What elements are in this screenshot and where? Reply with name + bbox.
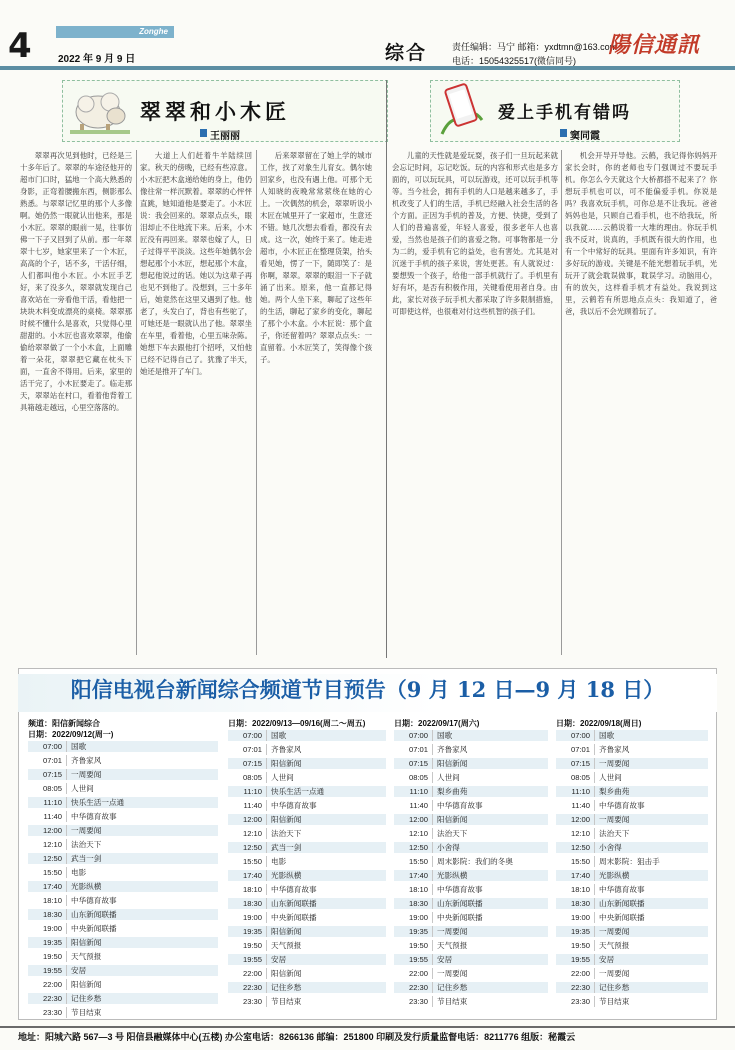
schedule-row bbox=[556, 940, 708, 951]
schedule-time: 08:05 bbox=[228, 772, 267, 783]
author-marker bbox=[560, 129, 567, 137]
schedule-row bbox=[28, 937, 218, 948]
column-divider bbox=[256, 150, 257, 655]
schedule-time: 18:10 bbox=[228, 884, 267, 895]
schedule-row bbox=[228, 968, 386, 979]
schedule-program: 中华德育故事 bbox=[437, 801, 483, 810]
schedule-program: 阳信新闻 bbox=[71, 980, 102, 989]
schedule-time: 17:40 bbox=[394, 870, 433, 881]
schedule-time: 19:50 bbox=[28, 951, 67, 962]
schedule-time: 07:15 bbox=[394, 758, 433, 769]
schedule-row bbox=[394, 996, 548, 1007]
schedule-program: 电影 bbox=[271, 857, 287, 866]
schedule-time: 23:30 bbox=[394, 996, 433, 1007]
schedule-row bbox=[394, 968, 548, 979]
schedule-program: 中华德育故事 bbox=[271, 801, 317, 810]
schedule-program: 记住乡愁 bbox=[71, 994, 102, 1003]
schedule-row bbox=[394, 758, 548, 769]
schedule-time: 12:10 bbox=[228, 828, 267, 839]
schedule-time: 18:30 bbox=[394, 898, 433, 909]
schedule-time: 19:55 bbox=[394, 954, 433, 965]
schedule-row bbox=[556, 898, 708, 909]
schedule-program: 快乐生活一点通 bbox=[271, 787, 325, 796]
day-label: 日期：2022/09/18(周日) bbox=[556, 719, 642, 728]
schedule-row bbox=[556, 842, 708, 853]
schedule-program: 阳信新闻 bbox=[437, 815, 468, 824]
schedule-row bbox=[228, 884, 386, 895]
schedule-program: 山东新闻联播 bbox=[271, 899, 317, 908]
footer-info: 地址：阳城六路 567—3 号 阳信县融媒体中心(五楼) 办公室电话：8266136 邮编：251800 印刷及发行质量监督电话：8211776 组版：秘霞云 bbox=[18, 1032, 576, 1042]
schedule-time: 12:50 bbox=[228, 842, 267, 853]
schedule-program: 中华德育故事 bbox=[271, 885, 317, 894]
masthead-logo: 陽信通訊 bbox=[608, 32, 701, 58]
schedule-time: 18:30 bbox=[228, 898, 267, 909]
publish-date: 2022 年 9 月 9 日 bbox=[58, 54, 136, 65]
schedule-time: 18:10 bbox=[394, 884, 433, 895]
schedule-time: 11:40 bbox=[394, 800, 433, 811]
schedule-row bbox=[394, 898, 548, 909]
schedule-row bbox=[394, 926, 548, 937]
schedule-time: 12:00 bbox=[228, 814, 267, 825]
article-separator bbox=[386, 80, 387, 658]
schedule-row bbox=[228, 786, 386, 797]
schedule-time: 22:30 bbox=[394, 982, 433, 993]
schedule-program: 国歌 bbox=[599, 731, 615, 740]
schedule-time: 19:55 bbox=[228, 954, 267, 965]
schedule-time: 07:00 bbox=[28, 741, 67, 752]
schedule-row bbox=[556, 954, 708, 965]
schedule-time: 19:35 bbox=[228, 926, 267, 937]
schedule-time: 19:35 bbox=[28, 937, 67, 948]
schedule-row bbox=[228, 730, 386, 741]
schedule-program: 安居 bbox=[271, 955, 287, 964]
schedule-row bbox=[394, 730, 548, 741]
schedule-program: 一周要闻 bbox=[71, 770, 102, 779]
schedule-program: 一周要闻 bbox=[437, 927, 468, 936]
schedule-time: 08:05 bbox=[556, 772, 595, 783]
schedule-program: 一周要闻 bbox=[599, 927, 630, 936]
schedule-program: 光影纵横 bbox=[271, 871, 302, 880]
schedule-row bbox=[228, 814, 386, 825]
schedule-program: 阳信新闻 bbox=[271, 759, 302, 768]
schedule-program: 节目结束 bbox=[271, 997, 302, 1006]
schedule-program: 记住乡愁 bbox=[437, 983, 468, 992]
schedule-program: 中央新闻联播 bbox=[271, 913, 317, 922]
schedule-program: 人世间 bbox=[271, 773, 294, 782]
schedule-row bbox=[228, 772, 386, 783]
schedule-time: 19:00 bbox=[556, 912, 595, 923]
schedule-program: 记住乡愁 bbox=[599, 983, 630, 992]
schedule-program: 光影纵横 bbox=[599, 871, 630, 880]
schedule-program: 国歌 bbox=[271, 731, 287, 740]
paragraph: 大道上人们赶着牛羊陆续回家。秋天的傍晚，已经有些凉意。小木匠把木盒递给她的身上，他仍像往常一样沉默着。翠翠的心怦怦直跳，她知道他是要走了。小木匠说：我会回来的。翠翠点点头，眼泪却止不住地流下来。后来，小木匠没有再回来。翠翠也嫁了人，日子过得平平淡淡。这些年她偶尔会想起那个小木匠，想起那个木盒，想起他说过的话。她以为这辈子再也见不到他了。没想到，三十多年后，她竟然在这里又遇到了他。他老了，头发白了，背也有些驼了，可她还是一眼就认出了他。翠翠坐在车里，看着他，心里五味杂陈。她想下车去跟他打个招呼，又怕他已经不记得自己了。犹豫了半天，她还是推开了车门。 bbox=[140, 151, 252, 376]
schedule-row bbox=[228, 912, 386, 923]
schedule-time: 19:50 bbox=[556, 940, 595, 951]
schedule-program: 一周要闻 bbox=[599, 759, 630, 768]
schedule-time: 22:00 bbox=[394, 968, 433, 979]
schedule-row bbox=[28, 853, 218, 864]
schedule-row bbox=[556, 912, 708, 923]
schedule-program: 安居 bbox=[599, 955, 615, 964]
schedule-time: 12:10 bbox=[28, 839, 67, 850]
schedule-program: 法治天下 bbox=[437, 829, 468, 838]
section-title: 综合 bbox=[385, 42, 428, 64]
schedule-time: 07:15 bbox=[556, 758, 595, 769]
schedule-row bbox=[28, 867, 218, 878]
schedule-program: 人世间 bbox=[437, 773, 460, 782]
schedule-time: 07:01 bbox=[556, 744, 595, 755]
schedule-row bbox=[394, 954, 548, 965]
editor-info bbox=[452, 40, 617, 68]
schedule-time: 12:50 bbox=[28, 853, 67, 864]
schedule-program: 人世间 bbox=[599, 773, 622, 782]
schedule-time: 12:00 bbox=[556, 814, 595, 825]
schedule-time: 17:40 bbox=[28, 881, 67, 892]
schedule-row bbox=[28, 769, 218, 780]
schedule-row bbox=[28, 783, 218, 794]
article-left-author: 王丽丽 bbox=[210, 131, 240, 142]
tv-channel: 频道：阳信新闻综合 bbox=[28, 719, 100, 728]
schedule-time: 23:30 bbox=[556, 996, 595, 1007]
schedule-program: 阳信新闻 bbox=[271, 927, 302, 936]
schedule-time: 19:50 bbox=[394, 940, 433, 951]
schedule-program: 天气预报 bbox=[599, 941, 630, 950]
schedule-time: 08:05 bbox=[394, 772, 433, 783]
schedule-row bbox=[394, 912, 548, 923]
schedule-time: 07:00 bbox=[394, 730, 433, 741]
page-header bbox=[0, 0, 735, 72]
schedule-row bbox=[394, 814, 548, 825]
schedule-time: 12:10 bbox=[394, 828, 433, 839]
schedule-program: 山东新闻联播 bbox=[437, 899, 483, 908]
schedule-program: 中华德育故事 bbox=[599, 801, 645, 810]
paragraph: 后来翠翠留在了她上学的城市工作，找了对象生儿育女。偶尔她回家乡，也没有遇上他。可那个无人知晓的夜晚常常萦绕在她的心上。一次偶然的机会，翠翠听说小木匠在城里开了一家超市，生意还不错。她几次想去看看，都没有去成。这一次，她终于来了。她走进超市，小木匠正在整理货架，抬头看见她，愣了一下，随即笑了：是你啊，翠翠。翠翠的眼泪一下子就涌了出来。原来，他一直都记得她。两个人坐下来，聊起了这些年的生活，聊起了家乡的变化，聊起了那个小木盒。小木匠说：那个盒子，你还留着吗？翠翠点点头：一直留着。小木匠笑了，笑得像个孩子。 bbox=[260, 151, 372, 364]
schedule-time: 12:10 bbox=[556, 828, 595, 839]
schedule-row bbox=[28, 951, 218, 962]
schedule-program: 一周要闻 bbox=[599, 815, 630, 824]
article-right-title: 爱上手机有错吗 bbox=[498, 103, 631, 123]
schedule-program: 中华德育故事 bbox=[437, 885, 483, 894]
schedule-row bbox=[28, 993, 218, 1004]
schedule-row bbox=[556, 758, 708, 769]
schedule-row bbox=[28, 755, 218, 766]
schedule-row bbox=[556, 884, 708, 895]
schedule-row bbox=[228, 898, 386, 909]
schedule-time: 18:10 bbox=[28, 895, 67, 906]
schedule-program: 法治天下 bbox=[71, 840, 102, 849]
schedule-program: 记住乡愁 bbox=[271, 983, 302, 992]
schedule-row bbox=[556, 814, 708, 825]
schedule-row bbox=[556, 996, 708, 1007]
schedule-time: 07:01 bbox=[228, 744, 267, 755]
schedule-row bbox=[556, 828, 708, 839]
schedule-program: 齐鲁家风 bbox=[599, 745, 630, 754]
schedule-row bbox=[228, 800, 386, 811]
schedule-program: 国歌 bbox=[437, 731, 453, 740]
schedule-row bbox=[228, 940, 386, 951]
column-divider bbox=[561, 150, 562, 655]
schedule-program: 一周要闻 bbox=[599, 969, 630, 978]
schedule-row bbox=[28, 895, 218, 906]
schedule-time: 19:55 bbox=[556, 954, 595, 965]
schedule-time: 17:40 bbox=[228, 870, 267, 881]
schedule-time: 19:55 bbox=[28, 965, 67, 976]
schedule-time: 15:50 bbox=[28, 867, 67, 878]
paragraph: 儿童的天性就是爱玩耍，孩子们一旦玩起来就会忘记时间，忘记吃饭。玩的内容和形式也是多方面的，可以玩玩具，可以玩游戏，还可以玩手机等等。当今社会，拥有手机的人口是越来越多了，手机改变了人们的生活，手机已经融入社会生活的各个方面。正因为手机的普及，方便、快捷，受到了人们的普遍喜爱，年轻人喜爱，很多老年人也喜爱，当然也是孩子们的喜爱之物。可事物都是一分为二的，爱手机有它的益处，也有害处。尤其是对沉迷于手机的孩子来说，害处更甚。有人就说过：要想毁一个孩子，给他一部手机就行了。手机里有好有坏，是否有积极作用，关键看使用者自身。由此，家长对孩子玩手机大都采取了许多限制措施，可即使这样，也很难对付这些机智的孩子们。 bbox=[392, 151, 558, 316]
schedule-program: 节目结束 bbox=[599, 997, 630, 1006]
schedule-program: 快乐生活一点通 bbox=[71, 798, 125, 807]
schedule-row bbox=[394, 884, 548, 895]
schedule-row bbox=[556, 730, 708, 741]
schedule-program: 法治天下 bbox=[271, 829, 302, 838]
schedule-row bbox=[28, 979, 218, 990]
schedule-time: 22:00 bbox=[228, 968, 267, 979]
schedule-program: 梨乡曲苑 bbox=[599, 787, 630, 796]
schedule-program: 阳信新闻 bbox=[437, 759, 468, 768]
schedule-time: 08:05 bbox=[28, 783, 67, 794]
article-right-author: 窦同霞 bbox=[570, 131, 600, 142]
schedule-time: 22:00 bbox=[556, 968, 595, 979]
schedule-row bbox=[394, 800, 548, 811]
schedule-program: 天气预报 bbox=[271, 941, 302, 950]
schedule-program: 电影 bbox=[71, 868, 87, 877]
schedule-time: 17:40 bbox=[556, 870, 595, 881]
schedule-program: 法治天下 bbox=[599, 829, 630, 838]
schedule-program: 光影纵横 bbox=[71, 882, 102, 891]
schedule-row bbox=[556, 926, 708, 937]
schedule-program: 阳信新闻 bbox=[271, 815, 302, 824]
schedule-time: 11:40 bbox=[556, 800, 595, 811]
schedule-time: 07:00 bbox=[556, 730, 595, 741]
schedule-row bbox=[394, 828, 548, 839]
article-left-column-3 bbox=[260, 150, 372, 655]
schedule-row bbox=[228, 954, 386, 965]
schedule-time: 22:30 bbox=[228, 982, 267, 993]
schedule-row bbox=[394, 856, 548, 867]
header-rule bbox=[0, 66, 735, 70]
schedule-row bbox=[28, 797, 218, 808]
schedule-time: 19:00 bbox=[28, 923, 67, 934]
schedule-time: 12:50 bbox=[394, 842, 433, 853]
schedule-program: 武当一剑 bbox=[271, 843, 302, 852]
article-right-column-1 bbox=[392, 150, 558, 655]
schedule-time: 11:10 bbox=[28, 797, 67, 808]
schedule-time: 15:50 bbox=[228, 856, 267, 867]
schedule-program: 一周要闻 bbox=[71, 826, 102, 835]
schedule-row bbox=[394, 982, 548, 993]
schedule-time: 11:10 bbox=[394, 786, 433, 797]
day-label: 日期：2022/09/12(周一) bbox=[28, 730, 114, 739]
schedule-row bbox=[394, 744, 548, 755]
schedule-row bbox=[228, 828, 386, 839]
schedule-row bbox=[228, 982, 386, 993]
schedule-time: 23:30 bbox=[28, 1007, 67, 1018]
schedule-time: 19:00 bbox=[394, 912, 433, 923]
schedule-program: 安居 bbox=[437, 955, 453, 964]
schedule-row bbox=[228, 842, 386, 853]
schedule-row bbox=[394, 842, 548, 853]
paragraph: 机会开导开导他。云鹤，我记得你妈妈开家长会时，你的老师也专门强调过不要玩手机。你怎么今天就这个大桥都搭不起来了？你想玩手机也可以，可不能偏爱手机。你说是吗？我喜欢玩手机，可你总是不让我玩。爸爸妈妈也是，只顾自己看手机，也不给我玩，所以我就……云鹤说着一大堆的理由。你玩手机我不反对，说真的，手机既有很大的作用，也有一个中常好的玩具。里面有许多知识，有许多好玩的游戏。关键是不能光想着玩手机，光玩开了就会耽误做事，耽误学习。动脑用心，有的放矢，这样看手机才有益处。我说到这里，云鹤若有所思地点点头：我知道了，爸爸，我以后不会光顾着玩了。 bbox=[565, 151, 717, 316]
schedule-row bbox=[556, 870, 708, 881]
schedule-time: 19:00 bbox=[228, 912, 267, 923]
schedule-program: 天气预报 bbox=[71, 952, 102, 961]
schedule-time: 12:00 bbox=[28, 825, 67, 836]
schedule-program: 安居 bbox=[71, 966, 87, 975]
schedule-program: 节目结束 bbox=[71, 1008, 102, 1017]
page-number: 4 bbox=[8, 26, 32, 66]
schedule-program: 一周要闻 bbox=[437, 969, 468, 978]
editor-line: 责任编辑：马宁 邮箱：yxdtmn@163.com bbox=[452, 42, 618, 52]
author-marker bbox=[200, 129, 207, 137]
schedule-row bbox=[556, 772, 708, 783]
schedule-row bbox=[556, 968, 708, 979]
schedule-row bbox=[228, 744, 386, 755]
schedule-row bbox=[28, 741, 218, 752]
schedule-program: 中华德育故事 bbox=[71, 896, 117, 905]
schedule-row bbox=[228, 870, 386, 881]
schedule-time: 15:50 bbox=[394, 856, 433, 867]
schedule-program: 周末影院：我们的冬奥 bbox=[437, 857, 513, 866]
schedule-program: 阳信新闻 bbox=[271, 969, 302, 978]
schedule-row bbox=[228, 926, 386, 937]
schedule-time: 18:30 bbox=[556, 898, 595, 909]
article-left-title: 翠翠和小木匠 bbox=[140, 99, 290, 124]
schedule-row bbox=[394, 870, 548, 881]
schedule-program: 武当一剑 bbox=[71, 854, 102, 863]
schedule-time: 15:50 bbox=[556, 856, 595, 867]
schedule-time: 18:10 bbox=[556, 884, 595, 895]
schedule-program: 天气预报 bbox=[437, 941, 468, 950]
schedule-program: 中央新闻联播 bbox=[599, 913, 645, 922]
schedule-program: 国歌 bbox=[71, 742, 87, 751]
page-tag: Zonghe bbox=[56, 26, 174, 38]
schedule-time: 07:01 bbox=[28, 755, 67, 766]
schedule-program: 山东新闻联播 bbox=[71, 910, 117, 919]
schedule-time: 23:30 bbox=[228, 996, 267, 1007]
article-left-column-2 bbox=[140, 150, 252, 655]
day-label: 日期：2022/09/13—09/16(周二～周五) bbox=[228, 719, 366, 728]
article-left-column-1 bbox=[20, 150, 132, 655]
schedule-program: 节目结束 bbox=[437, 997, 468, 1006]
schedule-program: 山东新闻联播 bbox=[599, 899, 645, 908]
schedule-time: 19:35 bbox=[556, 926, 595, 937]
paragraph: 翠翠再次见到他时，已经是三十多年后了。翠翠的车途径他开的超市门口时，猛地一个高大熟悉的身影，正弯着腰搬东西，侧影那么熟悉。与翠翠记忆里的那个人多像啊。她仍然一眼就认出他来，那是小木匠。翠翠的眼前一晃，往事仿佛一下子又回到了从前。那一年翠翠十七岁，她家里来了一个木匠，高高的个子，话不多，干活仔细，人们都叫他小木匠。小木匠手艺好，来了没多久，翠翠就发现自己喜欢站在一旁看他干活，看他把一块块木料变成漂亮的桌椅。翠翠那时候不懂什么是喜欢，只觉得心里甜甜的。小木匠也喜欢翠翠，他偷偷给翠翠做了一个小木盒，上面雕着一朵花，翠翠把它藏在枕头下面，一直舍不得用。后来，家里的活干完了，小木匠要走了。临走那天，翠翠站在村口，看着他背着工具箱越走越远，心里空落落的。 bbox=[20, 151, 132, 412]
schedule-row bbox=[228, 996, 386, 1007]
footer-rule bbox=[0, 1026, 735, 1028]
schedule-time: 07:01 bbox=[394, 744, 433, 755]
schedule-time: 07:15 bbox=[28, 769, 67, 780]
schedule-program: 小舍得 bbox=[599, 843, 622, 852]
schedule-time: 11:10 bbox=[556, 786, 595, 797]
schedule-time: 12:00 bbox=[394, 814, 433, 825]
schedule-time: 22:30 bbox=[556, 982, 595, 993]
schedule-time: 11:10 bbox=[228, 786, 267, 797]
schedule-row bbox=[556, 856, 708, 867]
sheep-illustration-icon bbox=[66, 74, 134, 136]
phone-line: 电话：15054325517(微信同号) bbox=[452, 56, 577, 66]
schedule-row bbox=[28, 811, 218, 822]
schedule-time: 07:15 bbox=[228, 758, 267, 769]
column-divider bbox=[136, 150, 137, 655]
schedule-program: 光影纵横 bbox=[437, 871, 468, 880]
schedule-program: 中央新闻联播 bbox=[437, 913, 483, 922]
schedule-row bbox=[556, 744, 708, 755]
schedule-time: 19:35 bbox=[394, 926, 433, 937]
schedule-program: 齐鲁家风 bbox=[71, 756, 102, 765]
schedule-program: 齐鲁家风 bbox=[271, 745, 302, 754]
schedule-row bbox=[394, 940, 548, 951]
schedule-program: 周末影院：狙击手 bbox=[599, 857, 660, 866]
schedule-program: 中华德育故事 bbox=[599, 885, 645, 894]
schedule-row bbox=[28, 965, 218, 976]
schedule-time: 19:50 bbox=[228, 940, 267, 951]
schedule-row bbox=[556, 982, 708, 993]
schedule-row bbox=[28, 881, 218, 892]
schedule-program: 小舍得 bbox=[437, 843, 460, 852]
schedule-row bbox=[28, 839, 218, 850]
schedule-row bbox=[228, 856, 386, 867]
schedule-row bbox=[28, 909, 218, 920]
schedule-row bbox=[28, 825, 218, 836]
schedule-time: 12:50 bbox=[556, 842, 595, 853]
schedule-time: 18:30 bbox=[28, 909, 67, 920]
schedule-time: 11:40 bbox=[228, 800, 267, 811]
article-right-column-2 bbox=[565, 150, 717, 655]
schedule-row bbox=[28, 923, 218, 934]
tv-schedule-title: 阳信电视台新闻综合频道节目预告（9 月 12 日—9 月 18 日） bbox=[18, 674, 717, 712]
schedule-row bbox=[394, 772, 548, 783]
schedule-program: 人世间 bbox=[71, 784, 94, 793]
schedule-program: 中华德育故事 bbox=[71, 812, 117, 821]
schedule-program: 梨乡曲苑 bbox=[437, 787, 468, 796]
schedule-row bbox=[556, 800, 708, 811]
schedule-row bbox=[28, 1007, 218, 1018]
schedule-time: 07:00 bbox=[228, 730, 267, 741]
schedule-program: 阳信新闻 bbox=[71, 938, 102, 947]
schedule-program: 中央新闻联播 bbox=[71, 924, 117, 933]
schedule-time: 11:40 bbox=[28, 811, 67, 822]
schedule-time: 22:30 bbox=[28, 993, 67, 1004]
schedule-row bbox=[394, 786, 548, 797]
schedule-row bbox=[556, 786, 708, 797]
schedule-time: 22:00 bbox=[28, 979, 67, 990]
day-label: 日期：2022/09/17(周六) bbox=[394, 719, 480, 728]
phone-illustration-icon bbox=[432, 76, 488, 142]
schedule-row bbox=[228, 758, 386, 769]
schedule-program: 齐鲁家风 bbox=[437, 745, 468, 754]
